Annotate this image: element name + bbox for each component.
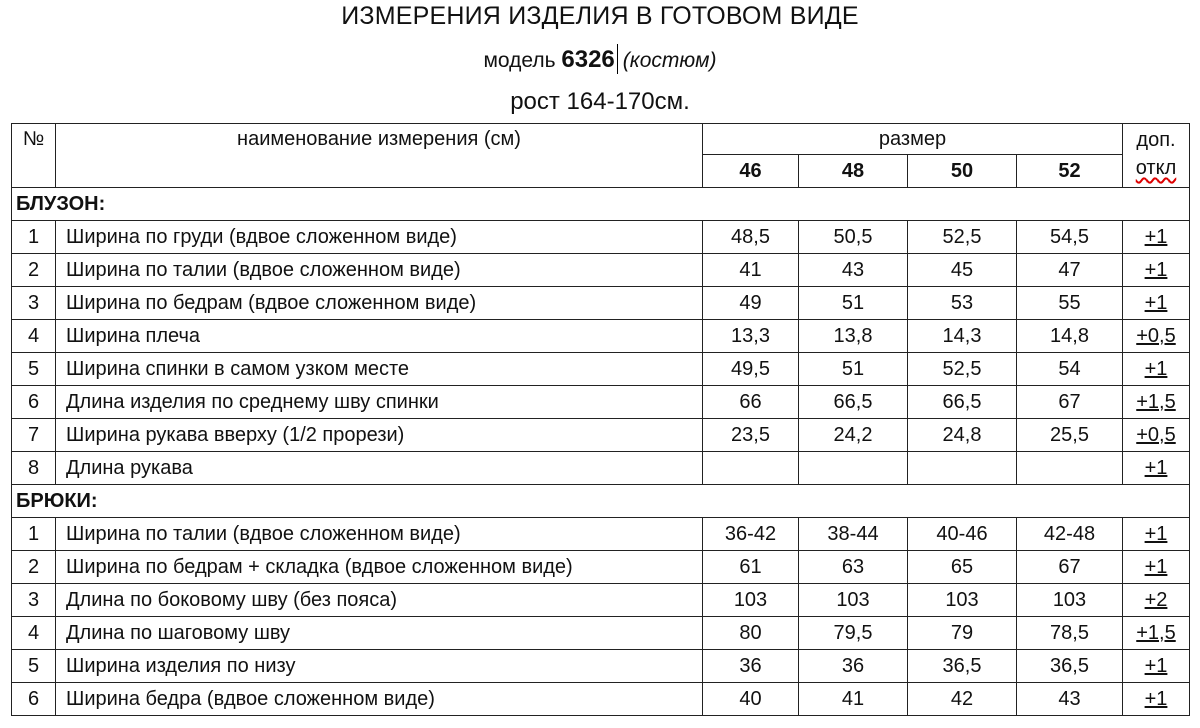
section-header-row (12, 188, 1190, 221)
table-row (12, 386, 1190, 419)
value-size-46: 66 (703, 386, 799, 419)
value-size-52: 67 (1017, 386, 1123, 419)
value-size-48: 63 (799, 551, 908, 584)
measurement-name: Ширина спинки в самом узком месте (56, 353, 703, 386)
tolerance-value: +1 (1144, 654, 1168, 677)
value-size-48 (799, 452, 908, 485)
measurements-table (11, 123, 1190, 716)
table-row (12, 551, 1190, 584)
value-size-52: 14,8 (1017, 320, 1123, 353)
row-number: 6 (12, 683, 56, 716)
measurement-name: Ширина по бедрам + складка (вдвое сложенном виде) (56, 551, 703, 584)
tolerance-value: +1 (1144, 225, 1168, 248)
table-row (12, 221, 1190, 254)
value-size-50: 40-46 (908, 518, 1017, 551)
measurement-name: Ширина по талии (вдвое сложенном виде) (56, 254, 703, 287)
row-number: 2 (12, 551, 56, 584)
table-row (12, 254, 1190, 287)
table-row (12, 518, 1190, 551)
measurement-name: Длина по шаговому шву (56, 617, 703, 650)
value-size-46: 36 (703, 650, 799, 683)
value-size-48: 41 (799, 683, 908, 716)
tolerance-cell (1123, 551, 1190, 584)
tolerance-line-1: доп. (1136, 129, 1176, 151)
tolerance-cell (1123, 650, 1190, 683)
tolerance-cell (1123, 287, 1190, 320)
measurement-name: Длина по боковому шву (без пояса) (56, 584, 703, 617)
value-size-48: 79,5 (799, 617, 908, 650)
row-number: 2 (12, 254, 56, 287)
tolerance-cell (1123, 419, 1190, 452)
tolerance-value: +1 (1144, 456, 1168, 479)
tolerance-value: +1 (1144, 291, 1168, 314)
value-size-46 (703, 452, 799, 485)
value-size-52: 36,5 (1017, 650, 1123, 683)
value-size-48: 24,2 (799, 419, 908, 452)
row-number: 1 (12, 518, 56, 551)
col-header-tolerance (1123, 124, 1190, 188)
value-size-52: 55 (1017, 287, 1123, 320)
tolerance-cell (1123, 353, 1190, 386)
measurement-name: Ширина рукава вверху (1/2 прорези) (56, 419, 703, 452)
tolerance-value: +1 (1144, 687, 1168, 710)
tolerance-cell (1123, 386, 1190, 419)
value-size-48: 36 (799, 650, 908, 683)
section-title: БЛУЗОН: (12, 188, 1190, 221)
value-size-48: 43 (799, 254, 908, 287)
measurement-name: Ширина по бедрам (вдвое сложенном виде) (56, 287, 703, 320)
row-number: 3 (12, 584, 56, 617)
size-52-header: 52 (1017, 155, 1123, 188)
tolerance-value: +0,5 (1136, 324, 1176, 347)
text-cursor (617, 44, 618, 74)
measurement-name: Длина изделия по среднему шву спинки (56, 386, 703, 419)
value-size-48: 51 (799, 287, 908, 320)
value-size-48: 103 (799, 584, 908, 617)
tolerance-cell (1123, 617, 1190, 650)
table-row (12, 320, 1190, 353)
measurement-name: Ширина плеча (56, 320, 703, 353)
value-size-52: 67 (1017, 551, 1123, 584)
row-number: 6 (12, 386, 56, 419)
tolerance-value: +1 (1144, 522, 1168, 545)
col-header-number: № (12, 124, 56, 188)
value-size-48: 13,8 (799, 320, 908, 353)
value-size-52: 25,5 (1017, 419, 1123, 452)
value-size-46: 49,5 (703, 353, 799, 386)
height-range: рост 164-170см. (510, 88, 690, 115)
measurement-name: Ширина по груди (вдвое сложенном виде) (56, 221, 703, 254)
value-size-46: 13,3 (703, 320, 799, 353)
row-number: 8 (12, 452, 56, 485)
tolerance-cell (1123, 221, 1190, 254)
measurement-name: Ширина изделия по низу (56, 650, 703, 683)
value-size-46: 49 (703, 287, 799, 320)
col-header-size: размер (703, 124, 1123, 155)
measurement-name: Ширина бедра (вдвое сложенном виде) (56, 683, 703, 716)
document-title: ИЗМЕРЕНИЯ ИЗДЕЛИЯ В ГОТОВОМ ВИДЕ (341, 2, 859, 30)
size-46-header: 46 (703, 155, 799, 188)
tolerance-value: +1 (1144, 555, 1168, 578)
value-size-50: 103 (908, 584, 1017, 617)
row-number: 1 (12, 221, 56, 254)
table-row (12, 650, 1190, 683)
tolerance-value: +1 (1144, 357, 1168, 380)
tolerance-value: +1,5 (1136, 390, 1176, 413)
value-size-46: 23,5 (703, 419, 799, 452)
table-row (12, 419, 1190, 452)
table-row (12, 683, 1190, 716)
value-size-50: 24,8 (908, 419, 1017, 452)
model-line (0, 44, 1200, 74)
value-size-52 (1017, 452, 1123, 485)
value-size-50: 65 (908, 551, 1017, 584)
tolerance-cell (1123, 584, 1190, 617)
value-size-50: 79 (908, 617, 1017, 650)
value-size-46: 41 (703, 254, 799, 287)
value-size-50: 45 (908, 254, 1017, 287)
value-size-52: 47 (1017, 254, 1123, 287)
table-row (12, 452, 1190, 485)
value-size-52: 42-48 (1017, 518, 1123, 551)
value-size-52: 78,5 (1017, 617, 1123, 650)
table-row (12, 287, 1190, 320)
value-size-46: 40 (703, 683, 799, 716)
value-size-48: 51 (799, 353, 908, 386)
tolerance-cell (1123, 254, 1190, 287)
tolerance-cell (1123, 320, 1190, 353)
row-number: 5 (12, 650, 56, 683)
table-row (12, 353, 1190, 386)
value-size-46: 103 (703, 584, 799, 617)
value-size-50: 52,5 (908, 353, 1017, 386)
value-size-50: 53 (908, 287, 1017, 320)
measurement-name: Ширина по талии (вдвое сложенном виде) (56, 518, 703, 551)
value-size-48: 66,5 (799, 386, 908, 419)
value-size-46: 80 (703, 617, 799, 650)
value-size-52: 54 (1017, 353, 1123, 386)
row-number: 3 (12, 287, 56, 320)
row-number: 7 (12, 419, 56, 452)
section-header-row (12, 485, 1190, 518)
tolerance-value: +1,5 (1136, 621, 1176, 644)
value-size-46: 61 (703, 551, 799, 584)
value-size-50: 52,5 (908, 221, 1017, 254)
tolerance-value: +1 (1144, 258, 1168, 281)
value-size-50 (908, 452, 1017, 485)
value-size-50: 14,3 (908, 320, 1017, 353)
tolerance-value: +0,5 (1136, 423, 1176, 446)
value-size-52: 54,5 (1017, 221, 1123, 254)
tolerance-value: +2 (1144, 588, 1168, 611)
value-size-48: 50,5 (799, 221, 908, 254)
model-number: 6326 (561, 46, 615, 73)
size-48-header: 48 (799, 155, 908, 188)
tolerance-line-2: откл (1135, 157, 1177, 179)
value-size-50: 66,5 (908, 386, 1017, 419)
value-size-46: 48,5 (703, 221, 799, 254)
measurement-name: Длина рукава (56, 452, 703, 485)
row-number: 4 (12, 320, 56, 353)
value-size-48: 38-44 (799, 518, 908, 551)
col-header-name: наименование измерения (см) (56, 124, 703, 188)
table-body (12, 188, 1190, 716)
model-kind: (костюм) (622, 49, 717, 72)
value-size-52: 43 (1017, 683, 1123, 716)
value-size-50: 36,5 (908, 650, 1017, 683)
value-size-52: 103 (1017, 584, 1123, 617)
tolerance-cell (1123, 683, 1190, 716)
row-number: 4 (12, 617, 56, 650)
tolerance-cell (1123, 518, 1190, 551)
row-number: 5 (12, 353, 56, 386)
value-size-46: 36-42 (703, 518, 799, 551)
value-size-50: 42 (908, 683, 1017, 716)
size-50-header: 50 (908, 155, 1017, 188)
table-row (12, 617, 1190, 650)
section-title: БРЮКИ: (12, 485, 1190, 518)
tolerance-cell (1123, 452, 1190, 485)
model-label: модель (483, 49, 556, 72)
table-row (12, 584, 1190, 617)
